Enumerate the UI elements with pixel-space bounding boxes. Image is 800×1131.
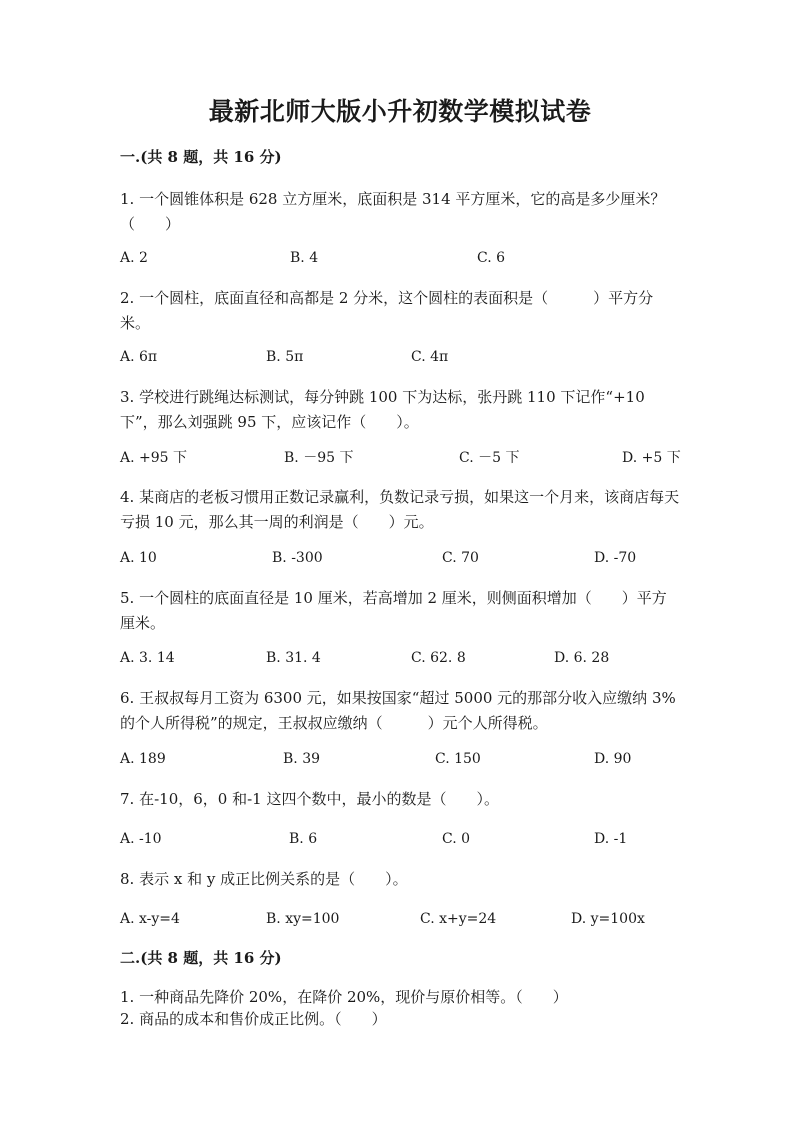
option-a: A. 10	[120, 550, 157, 566]
option-d: D. -1	[594, 831, 628, 847]
option-b: B. 31. 4	[266, 650, 321, 666]
option-d: D. y=100x	[571, 911, 645, 927]
option-c: C. 4π	[411, 349, 449, 365]
question-4: 4. 某商店的老板习惯用正数记录赢利，负数记录亏损，如果这一个月来，该商店每天亏损 10 元，那么其一周的利润是（ ）元。	[120, 488, 680, 531]
question-6: 6. 王叔叔每月工资为 6300 元，如果按国家“超过 5000 元的那部分收入应缴纳 3%的个人所得税”的规定，王叔叔应缴纳（ ）元个人所得税。	[120, 689, 676, 732]
question-6-options	[120, 748, 680, 770]
option-b: B. 6	[289, 831, 318, 847]
option-b: B. 4	[290, 250, 319, 266]
judgment-item-2: 2. 商品的成本和售价成正比例。（ ）	[120, 1010, 387, 1028]
option-a: A. +95 下	[120, 450, 188, 466]
section-heading-1: 一.(共 8 题，共 16 分)	[120, 148, 282, 166]
option-c: C. 70	[442, 550, 479, 566]
option-a: A. -10	[120, 831, 162, 847]
option-b: B. xy=100	[266, 911, 340, 927]
question-3-options	[120, 447, 680, 469]
option-c: C. －5 下	[459, 450, 520, 466]
option-b: B. －95 下	[284, 450, 354, 466]
option-d: D. 6. 28	[554, 650, 610, 666]
question-3: 3. 学校进行跳绳达标测试，每分钟跳 100 下为达标，张丹跳 110 下记作“+10 下”，那么刘强跳 95 下，应该记作（ ）。	[120, 388, 645, 431]
section-heading-2: 二.(共 8 题，共 16 分)	[120, 949, 282, 967]
option-c: C. 150	[435, 751, 481, 767]
option-b: B. 5π	[266, 349, 304, 365]
question-8-options	[120, 908, 680, 930]
option-c: C. x+y=24	[420, 911, 497, 927]
option-d: D. +5 下	[622, 450, 681, 466]
question-5-options	[120, 647, 680, 669]
option-a: A. 2	[120, 250, 148, 266]
option-c: C. 62. 8	[411, 650, 466, 666]
question-7-options	[120, 828, 680, 850]
option-c: C. 6	[477, 250, 506, 266]
page-title: 最新北师大版小升初数学模拟试卷	[208, 97, 592, 126]
question-8: 8. 表示 x 和 y 成正比例关系的是（ ）。	[120, 870, 408, 888]
option-b: B. 39	[283, 751, 321, 767]
question-1-options	[120, 247, 680, 269]
option-a: A. x-y=4	[120, 911, 180, 927]
question-4-options	[120, 547, 680, 569]
option-c: C. 0	[442, 831, 471, 847]
option-d: D. -70	[594, 550, 637, 566]
question-2: 2. 一个圆柱，底面直径和高都是 2 分米，这个圆柱的表面积是（ ）平方分米。	[120, 289, 654, 332]
question-7: 7. 在-10，6，0 和-1 这四个数中，最小的数是（ ）。	[120, 790, 499, 808]
question-5: 5. 一个圆柱的底面直径是 10 厘米，若高增加 2 厘米，则侧面积增加（ ）平方厘米。	[120, 589, 667, 632]
option-a: A. 3. 14	[120, 650, 175, 666]
option-a: A. 189	[120, 751, 166, 767]
option-d: D. 90	[594, 751, 632, 767]
option-a: A. 6π	[120, 349, 158, 365]
option-b: B. -300	[272, 550, 323, 566]
question-2-options	[120, 346, 680, 368]
question-1: 1. 一个圆锥体积是 628 立方厘米，底面积是 314 平方厘米，它的高是多少厘米？（ ）	[120, 190, 666, 233]
judgment-item-1: 1. 一种商品先降价 20%，在降价 20%，现价与原价相等。（ ）	[120, 988, 568, 1006]
